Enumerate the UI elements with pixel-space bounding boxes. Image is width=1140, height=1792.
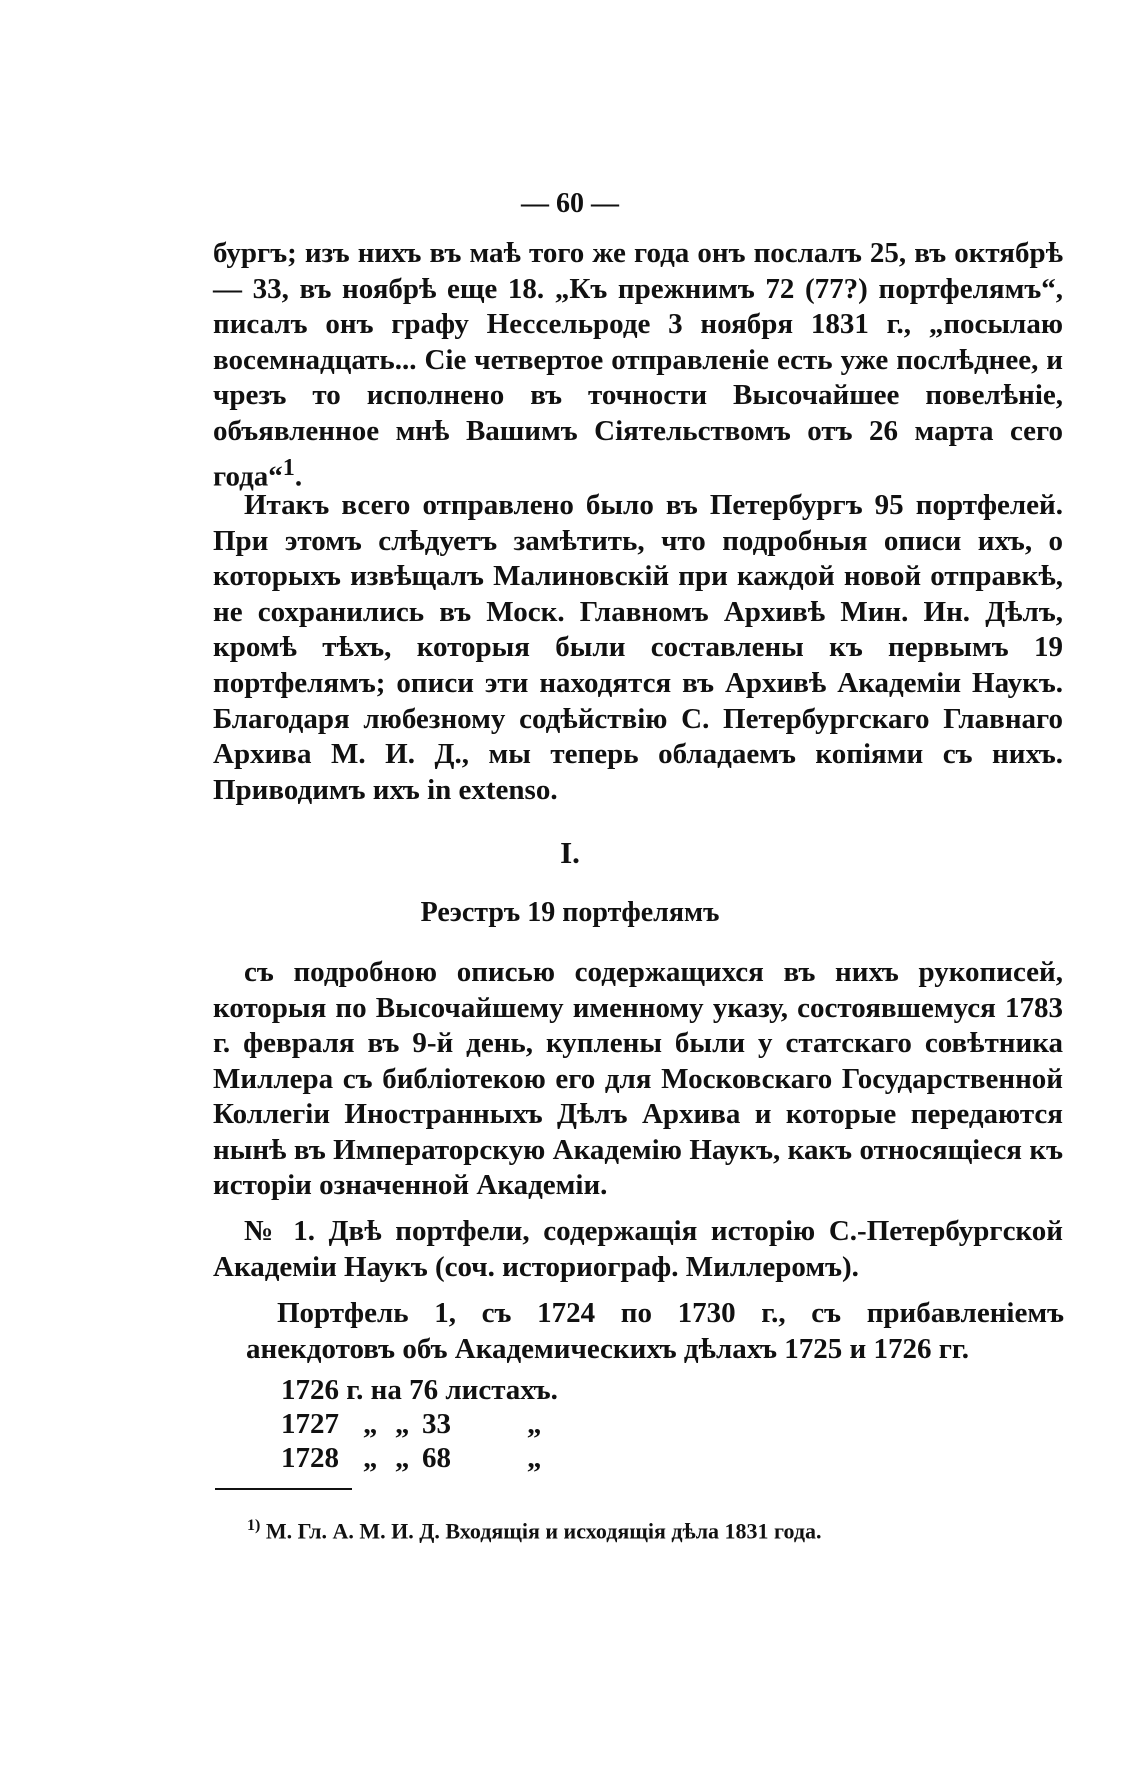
ditto-mark: „ — [363, 1442, 378, 1474]
paragraph-continuation — [213, 236, 1063, 495]
footnote — [247, 1517, 821, 1544]
ditto-mark: „ — [395, 1442, 410, 1474]
section-heading: Реэстръ 19 портфелямъ — [420, 897, 720, 928]
ditto-mark: „ — [527, 1408, 542, 1440]
item-entry — [213, 1213, 1063, 1285]
page-number: — 60 — — [521, 188, 619, 219]
paragraph-text: Итакъ всего отправлено было въ Петербургъ 95 портфелей. При этомъ слѣдуетъ замѣтить, что подробныя описи ихъ, о которыхъ извѣщалъ Малиновскій при каждой новой отправкѣ, не сохранились въ Моск. Главномъ Архивѣ Мин. Ин. Дѣлъ, кромѣ тѣхъ, которыя были составлены къ первымъ 19 портфелямъ; описи эти находятся въ Архивѣ Академіи Наукъ. Благодаря любезному содѣйствію С. Петербургскаго Главнаго Архива М. И. Д., мы теперь обладаемъ копіями съ нихъ. Приводимъ ихъ in extenso. — [213, 489, 1063, 806]
description-text: съ подробною описью содержащихся въ нихъ рукописей, которыя по Высочайшему именному указу, состоявшемуся 1783 г. февраля въ 9-й день, куплены были у статскаго совѣтника Миллера съ библіотекою его для Московскаго Государственной Коллегіи Иностранныхъ Дѣлъ Архива и которые передаются нынѣ въ Императорскую Академію Наукъ, какъ относящіеся къ исторіи означенной Академіи. — [213, 956, 1063, 1201]
entry-sheets: 68 — [422, 1442, 451, 1474]
footnote-divider — [215, 1488, 352, 1490]
portfolio-text: Портфель 1, съ 1724 по 1730 г., съ прибавленіемъ анекдотовъ объ Академическихъ дѣлахъ 1725 и 1726 гг. — [246, 1297, 1064, 1365]
entry-year: 1727 — [281, 1408, 339, 1440]
footnote-mark: 1) — [247, 1517, 261, 1534]
entry-year: 1728 — [281, 1442, 339, 1474]
entry-sheets: 33 — [422, 1408, 451, 1440]
portfolio-entry — [246, 1295, 1064, 1367]
ditto-mark: „ — [527, 1442, 542, 1474]
paragraph-text: бургъ; изъ нихъ въ маѣ того же года онъ послалъ 25, въ октябрѣ — 33, въ ноябрѣ еще 18. „Къ прежнимъ 72 (77?) портфелямъ“, писалъ онъ графу Нессельроде 3 ноября 1831 г., „посылаю восемнадцать... Сіе четвертое отправленіе есть уже послѣднее, и чрезъ то исполнено въ точности Высочайшее повелѣніе, объявленное мнѣ Вашимъ Сіятельствомъ отъ 26 марта сего года“ — [213, 237, 1063, 493]
footnote-text: М. Гл. А. М. И. Д. Входящія и исходящія дѣла 1831 года. — [265, 1518, 822, 1544]
ditto-mark: „ — [395, 1408, 410, 1440]
paragraph-end-punct: . — [294, 460, 303, 493]
footnote-reference: 1 — [282, 453, 295, 481]
section-number: I. — [560, 835, 580, 870]
entry-text: 1726 г. на 76 листахъ. — [281, 1374, 558, 1406]
section-description — [213, 955, 1063, 1204]
paragraph-summary — [213, 488, 1063, 808]
ditto-mark: „ — [363, 1408, 378, 1440]
item-number: № 1. — [244, 1215, 315, 1247]
item-text: Двѣ портфели, содержащія исторію С.-Петербургской Академіи Наукъ (соч. историограф. Миллеромъ). — [213, 1215, 1063, 1283]
